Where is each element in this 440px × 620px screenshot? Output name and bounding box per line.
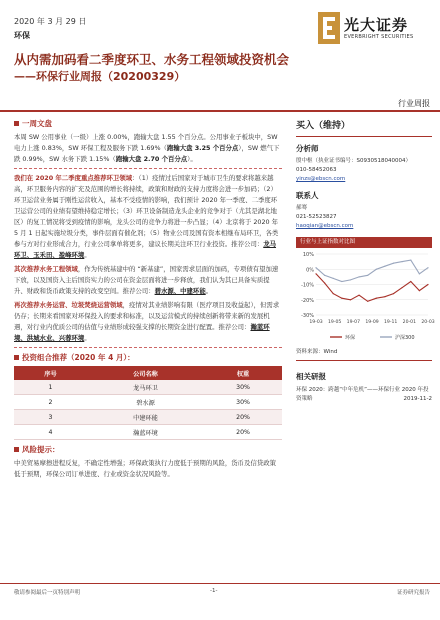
x-tick-label: 19-07 [346,320,361,325]
risk-heading: 风险提示： [14,444,282,455]
x-tick-label: 19-03 [309,320,323,325]
page-number: -1- [210,588,218,594]
analyst-phone: 010-58452063 [296,167,337,173]
brand-mark-icon [318,12,340,44]
series-point [341,298,342,299]
brand-logo [318,12,430,46]
chart-source: 资料来源：Wind [296,349,338,355]
series-point [393,293,394,294]
contact-phone: 021-52523827 [296,214,337,220]
section-divider [14,347,282,348]
series-point [341,281,342,282]
series-point [333,293,334,294]
analyst-name: 殷中枢（执业证书编号：S0930518040004） [296,158,411,164]
chart-title: 行业与上证指数对比图 [296,237,432,248]
series-point [358,276,359,277]
x-tick-label: 19-05 [327,320,342,325]
market-heading: 一周文盘 [14,118,282,129]
comparison-chart [296,237,435,345]
table-row: 1 龙马环卫 30% [14,380,282,395]
rating-label: 买入（维持） [296,121,351,131]
contact-heading: 联系人 [296,191,319,200]
series-point [324,275,325,276]
series-point [358,295,359,296]
table-header: 公司名称 [87,366,204,380]
sidebar-divider [296,136,432,137]
series-point [410,281,411,282]
series-point [419,290,420,291]
series-point [376,269,377,270]
series-point [367,301,368,302]
table-header: 权重 [204,366,282,380]
brand-name-cn: 光大证券 [344,16,409,34]
portfolio-table [14,366,282,440]
y-tick-label: -20% [301,297,314,304]
series-point [427,267,428,268]
legend-label: 沪深300 [395,335,415,341]
y-tick-label: -10% [301,282,314,289]
legend-label: 环保 [345,335,356,341]
view-paragraph-2: 其次推荐水务工程领域，作为传统基建中的 “新基建”，国家需求层面的加码，专项债有望加速下放，以及国资入主后国资实力的公司在资金层面将进一步释放，我们认为其已具备实质提升、财政和货币政策支持的改变空间。推荐公司：碧水源、中建环能。 [14,265,279,295]
table-row: 3 中建环能 20% [14,410,282,425]
series-point [367,275,368,276]
table-row: 2 碧水源 30% [14,395,282,410]
series-point [315,267,316,268]
report-title: 从内需加码看二季度环卫、水务工程领域投资机会 [14,52,290,67]
footer-label: 证券研究报告 [396,590,430,596]
risk-paragraph: 中美贸易摩擦进程反复，不确定性增强；环保政策执行力度低于预期的风险，货币及信贷政策低于预期，环保公司订单进度、行业或资金状况风险等。 [14,459,277,478]
report-subtitle: ——环保行业周报（20200329） [14,70,186,83]
analyst-heading: 分析师 [296,144,319,153]
sidebar-column [296,116,435,404]
header-divider [0,110,440,112]
series-point [427,284,428,285]
contact-email-link[interactable]: haoqian@ebscn.com [296,223,354,229]
report-type-label: 行业周报 [398,99,430,108]
sidebar-divider [296,360,432,361]
view-paragraph-1: 我们在 2020 年二季度重点推荐环卫领域：（1）疫情过后国家对于城市卫生的要求将越来越高，环卫服务内容的扩充及范围的增长将持续，政策和财政的支持力度将会进一步加码；（2）环卫运营业务属于刚性运营收入，基本不受疫情的影响，我们预计 2020 年一季度、二季度环卫运营公司的业绩有望维持稳定增长；（3）环卫设备制造龙头企业的竞争对于（尤其是湖北地区）的复工情况将受到疫情的影响，龙头公司的竞争力将进一步凸显；（4）北京将于 2020 年 5 月 1 日起实施垃圾分类，事件层面有催化剂；（5）物业公司及国有资本相继布局环卫，各类参与方对行业形成合力，行业公司拿单将更多，建议长期关注环卫行业投资。推荐公司：龙马环卫、玉禾田、盈峰环境。 [14,174,279,259]
series-point [384,266,385,267]
series-point [350,299,351,300]
related-report-link[interactable]: 环保 2020：跨越“中年危机”——环保行业 2020 年投资策略 2019-11-2 [296,387,432,402]
x-tick-label: 19-11 [383,320,398,325]
series-point [324,282,325,283]
related-heading: 相关研报 [296,372,326,381]
table-header: 序号 [14,366,87,380]
market-paragraph: 本周 SW 公用事业（一级）上涨 0.00%，跑输大盘 1.55 个百分点。公用事业子板块中，SW 电力上涨 0.83%，SW 环保工程及服务下跌 1.69%（跑输大盘 3.25 个百分点），SW 燃气下跌 0.99%，SW 水务下跌 1.15%（跑输大盘 2.70 个百分点）。 [14,133,280,163]
bullet-square-icon [14,447,19,452]
series-point [350,279,351,280]
series-point [393,263,394,264]
series-point [333,278,334,279]
series-point [384,296,385,297]
series-point [376,298,377,299]
bullet-square-icon [14,121,19,126]
y-tick-label: 10% [302,252,314,258]
chart-plot [296,248,435,345]
series-point [315,273,316,274]
analyst-email-link[interactable]: yinzs@ebscn.com [296,176,346,182]
industry-label: 环保 [14,31,30,40]
brand-name-en: EVERBRIGHT SECURITIES [344,34,414,40]
series-point [410,260,411,261]
footer-divider [0,583,440,584]
x-tick-label: 20-01 [402,320,417,325]
x-tick-label: 20-03 [421,320,435,325]
series-point [402,261,403,262]
table-row: 4 瀚蓝环境 20% [14,425,282,440]
y-tick-label: -30% [301,313,314,319]
section-divider [14,168,282,169]
series-point [402,287,403,288]
series-point [419,273,420,274]
contact-name: 郝骞 [296,205,308,211]
bullet-square-icon [14,355,19,360]
x-tick-label: 19-09 [365,320,379,325]
report-date: 2020 年 3 月 29 日 [14,17,87,26]
portfolio-heading: 投资组合推荐（2020 年 4 月）： [14,352,282,363]
main-column [14,116,282,483]
view-paragraph-3: 再次推荐水务运营、垃圾焚烧运营领域，疫情对其业绩影响有限（医疗项目及收益起），但需求仍存；长期来看国家对环保投入的要求和标准，以及运营模式的持续创新将带来新的发展机遇，对行业内优质公司的估值与业绩形成较强支撑的长期资金进行配置。推荐公司：瀚蓝环境、洪城水业、兴蓉环境。 [14,301,280,342]
footer-disclaimer: 敬请参阅最后一页特别声明 [14,590,81,596]
y-tick-label: 0% [306,267,314,274]
